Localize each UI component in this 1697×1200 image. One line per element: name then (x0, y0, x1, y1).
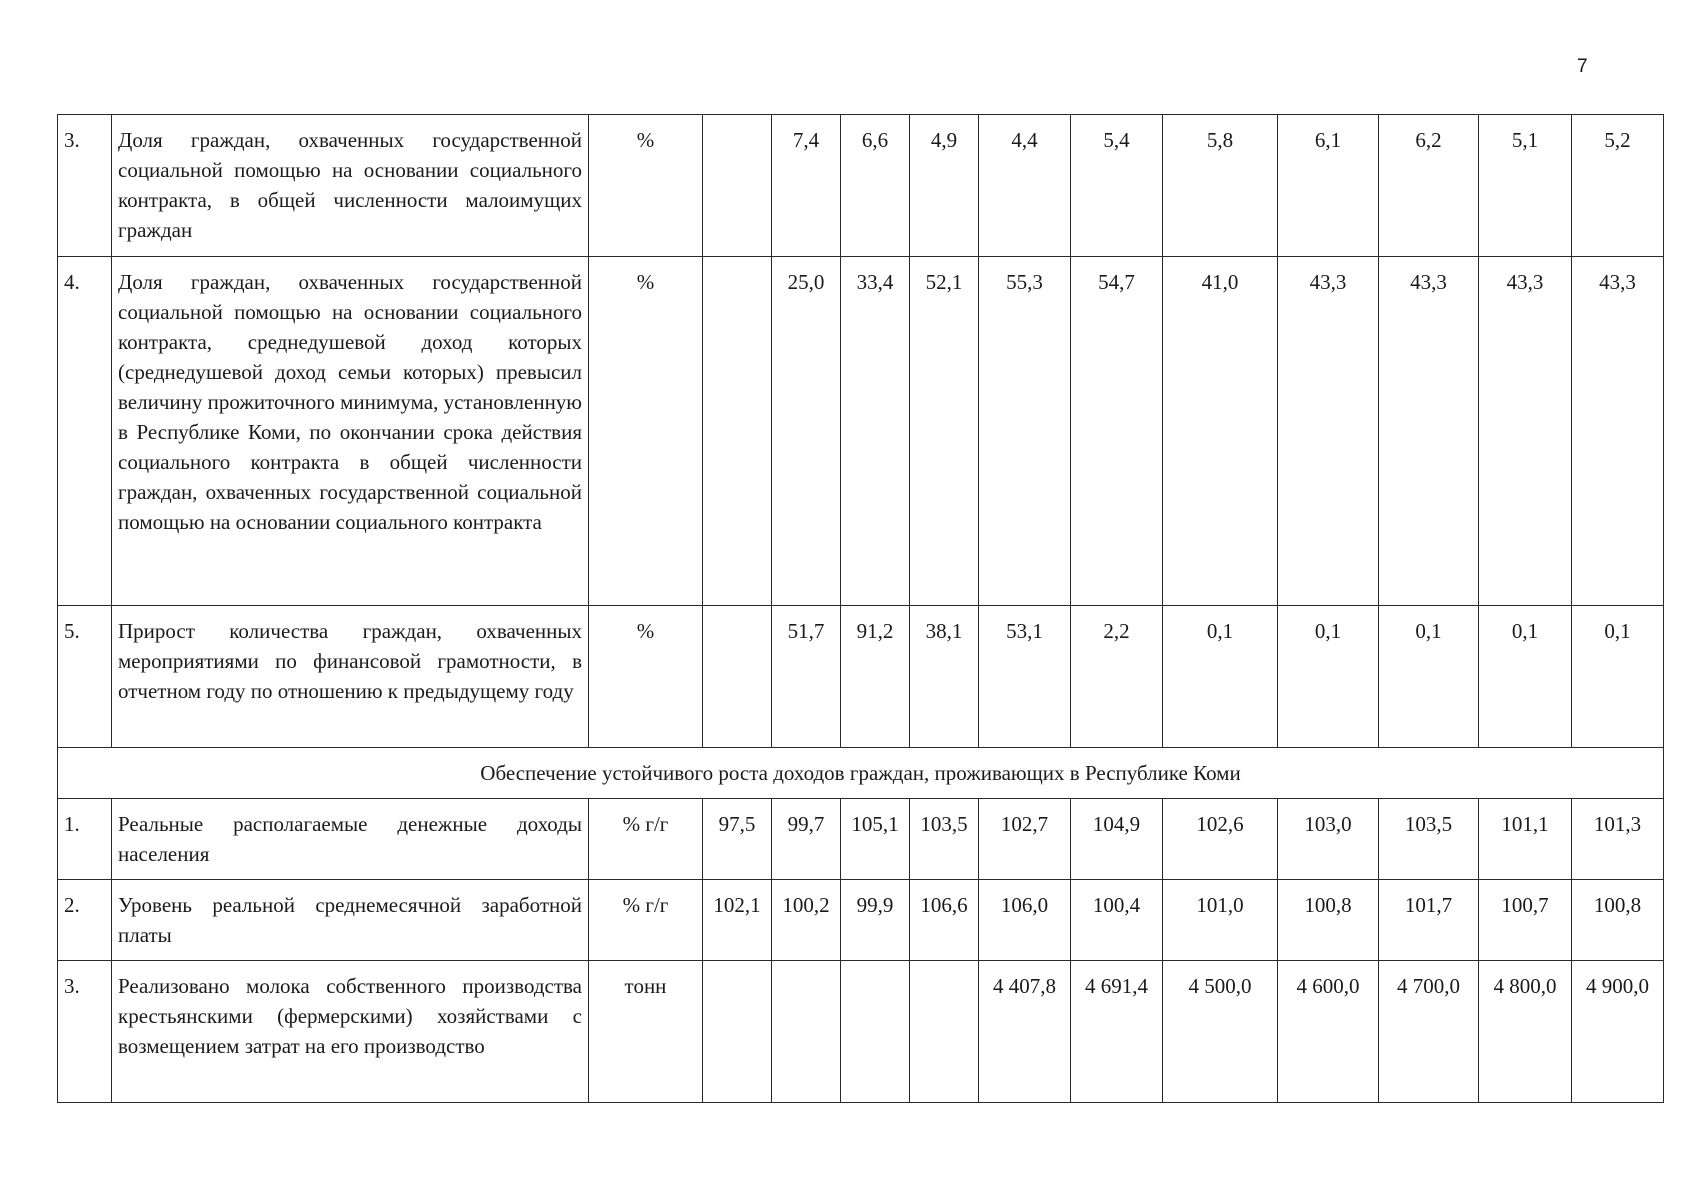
value-cell: 101,3 (1572, 799, 1664, 880)
value-cell (772, 961, 841, 1103)
value-cell: 43,3 (1572, 257, 1664, 606)
value-cell: 4 700,0 (1379, 961, 1479, 1103)
value-cell: 101,0 (1163, 880, 1278, 961)
unit-cell: % г/г (589, 880, 703, 961)
group2-body (58, 799, 1664, 1103)
value-cell: 4 691,4 (1071, 961, 1163, 1103)
value-cell: 54,7 (1071, 257, 1163, 606)
value-cell: 100,4 (1071, 880, 1163, 961)
value-cell: 0,1 (1379, 606, 1479, 748)
value-cell: 33,4 (841, 257, 910, 606)
value-cell: 103,5 (1379, 799, 1479, 880)
row-number: 5. (58, 606, 112, 748)
value-cell: 38,1 (910, 606, 979, 748)
indicator-name: Доля граждан, охваченных государственной социальной помощью на основании социального контракта, в общей численности малоимущих граждан (112, 115, 589, 257)
value-cell: 6,6 (841, 115, 910, 257)
value-cell: 5,2 (1572, 115, 1664, 257)
value-cell: 100,7 (1479, 880, 1572, 961)
value-cell: 4 600,0 (1278, 961, 1379, 1103)
value-cell: 0,1 (1278, 606, 1379, 748)
table-row (58, 115, 1664, 257)
value-cell: 41,0 (1163, 257, 1278, 606)
value-cell: 4 407,8 (979, 961, 1071, 1103)
row-number: 2. (58, 880, 112, 961)
indicator-name: Прирост количества граждан, охваченных мероприятиями по финансовой грамотности, в отчетном году по отношению к предыдущему году (112, 606, 589, 748)
indicator-name: Реальные располагаемые денежные доходы населения (112, 799, 589, 880)
value-cell: 5,8 (1163, 115, 1278, 257)
value-cell: 101,7 (1379, 880, 1479, 961)
value-cell: 106,6 (910, 880, 979, 961)
value-cell: 103,0 (1278, 799, 1379, 880)
value-cell: 25,0 (772, 257, 841, 606)
unit-cell: % (589, 606, 703, 748)
indicator-name: Доля граждан, охваченных государственной социальной помощью на основании социального контракта, среднедушевой доход которых (среднедушевой доход семьи которых) превысил величину прожиточного минимума, установленную в Республике Коми, по окончании срока действия социального контракта в общей численности граждан, охваченных государственной социальной помощью на основании социального контракта (112, 257, 589, 606)
indicator-name: Уровень реальной среднемесячной заработной платы (112, 880, 589, 961)
value-cell (703, 961, 772, 1103)
table-row (58, 880, 1664, 961)
value-cell: 43,3 (1379, 257, 1479, 606)
unit-cell: тонн (589, 961, 703, 1103)
value-cell: 100,8 (1278, 880, 1379, 961)
value-cell: 55,3 (979, 257, 1071, 606)
row-number: 1. (58, 799, 112, 880)
value-cell: 99,7 (772, 799, 841, 880)
value-cell: 6,2 (1379, 115, 1479, 257)
value-cell: 102,1 (703, 880, 772, 961)
table-row (58, 606, 1664, 748)
value-cell: 43,3 (1278, 257, 1379, 606)
row-number: 4. (58, 257, 112, 606)
value-cell: 4 900,0 (1572, 961, 1664, 1103)
value-cell: 103,5 (910, 799, 979, 880)
value-cell (703, 115, 772, 257)
value-cell: 2,2 (1071, 606, 1163, 748)
value-cell: 97,5 (703, 799, 772, 880)
page-number: 7 (1577, 56, 1588, 77)
value-cell: 52,1 (910, 257, 979, 606)
value-cell: 5,4 (1071, 115, 1163, 257)
section-header-body (58, 748, 1664, 799)
value-cell: 7,4 (772, 115, 841, 257)
indicators-table (57, 114, 1664, 1103)
value-cell: 53,1 (979, 606, 1071, 748)
value-cell (703, 257, 772, 606)
row-number: 3. (58, 961, 112, 1103)
value-cell (841, 961, 910, 1103)
value-cell: 5,1 (1479, 115, 1572, 257)
value-cell: 0,1 (1163, 606, 1278, 748)
value-cell: 4,4 (979, 115, 1071, 257)
value-cell: 106,0 (979, 880, 1071, 961)
group1-body (58, 115, 1664, 748)
value-cell: 102,6 (1163, 799, 1278, 880)
section-row (58, 748, 1664, 799)
table-row (58, 257, 1664, 606)
section-title: Обеспечение устойчивого роста доходов граждан, проживающих в Республике Коми (58, 748, 1664, 799)
value-cell: 51,7 (772, 606, 841, 748)
unit-cell: % (589, 257, 703, 606)
indicator-name: Реализовано молока собственного производства крестьянскими (фермерскими) хозяйствами с возмещением затрат на его производство (112, 961, 589, 1103)
value-cell: 0,1 (1572, 606, 1664, 748)
table-row (58, 961, 1664, 1103)
value-cell: 100,2 (772, 880, 841, 961)
value-cell: 104,9 (1071, 799, 1163, 880)
value-cell: 91,2 (841, 606, 910, 748)
value-cell: 102,7 (979, 799, 1071, 880)
table-row (58, 799, 1664, 880)
value-cell: 105,1 (841, 799, 910, 880)
value-cell: 100,8 (1572, 880, 1664, 961)
value-cell: 0,1 (1479, 606, 1572, 748)
unit-cell: % г/г (589, 799, 703, 880)
value-cell: 4 800,0 (1479, 961, 1572, 1103)
value-cell: 43,3 (1479, 257, 1572, 606)
value-cell (703, 606, 772, 748)
value-cell: 4 500,0 (1163, 961, 1278, 1103)
value-cell: 101,1 (1479, 799, 1572, 880)
value-cell: 99,9 (841, 880, 910, 961)
value-cell (910, 961, 979, 1103)
value-cell: 4,9 (910, 115, 979, 257)
value-cell: 6,1 (1278, 115, 1379, 257)
unit-cell: % (589, 115, 703, 257)
row-number: 3. (58, 115, 112, 257)
